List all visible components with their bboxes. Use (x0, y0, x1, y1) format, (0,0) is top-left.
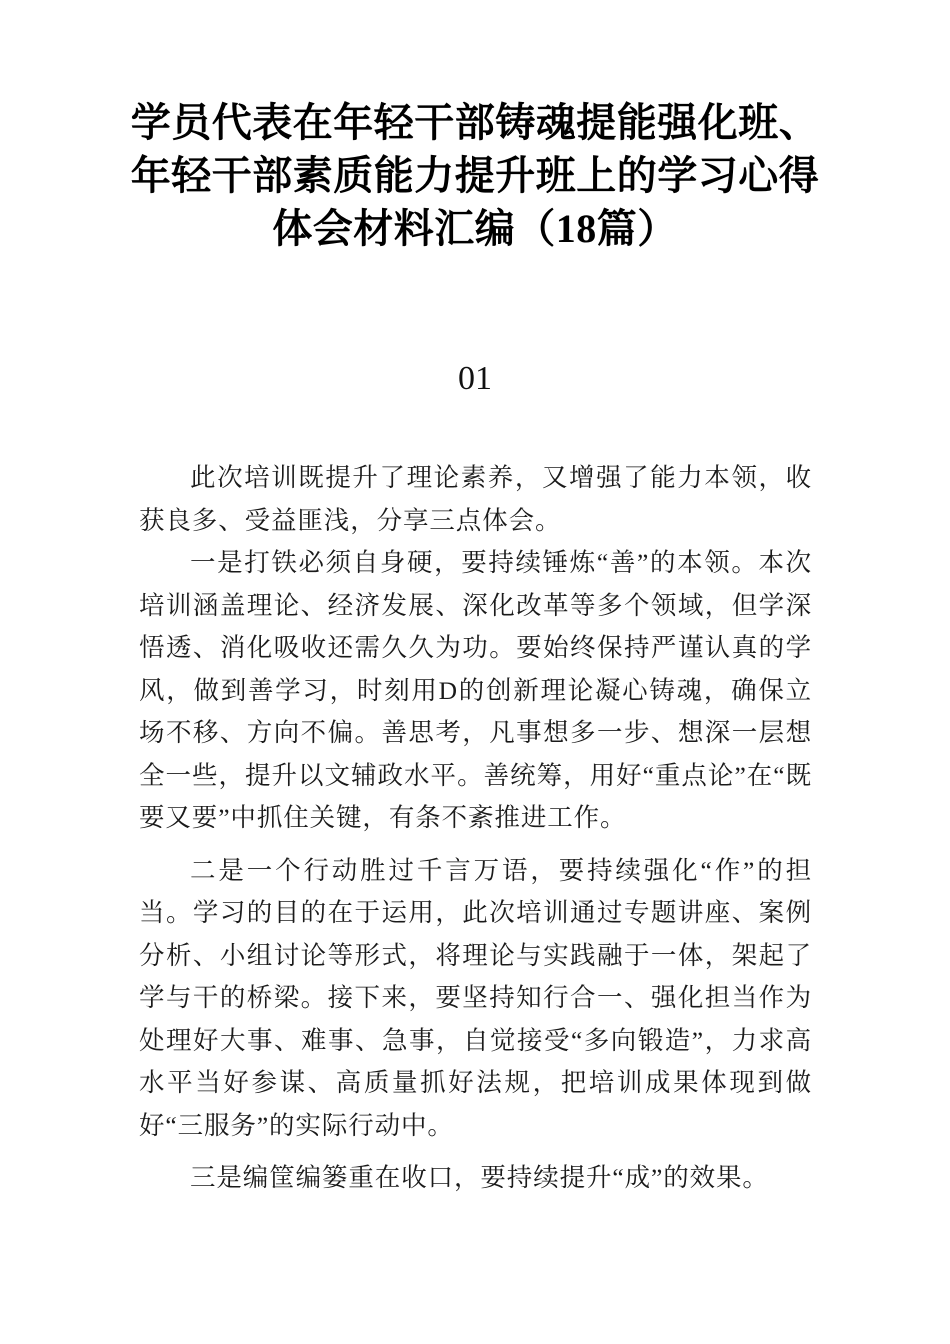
section-number-heading: 01 (458, 360, 492, 397)
body-paragraph: 一是打铁必须自身硬，要持续锤炼“善”的本领。本次培训涵盖理论、经济发展、深化改革等多个领域，但学深悟透、消化吸收还需久久为功。要始终保持严谨认真的学风，做到善学习，时刻用D的创新理论凝心铸魂，确保立场不移、方向不偏。善思考，凡事想多一步、想深一层想全一些，提升以文辅政水平。善统筹，用好“重点论”在“既要又要”中抓住关键，有条不紊推进工作。 (139, 548, 812, 832)
body-paragraph: 三是编筐编篓重在收口，要持续提升“成”的效果。 (190, 1163, 769, 1192)
page-title: 学员代表在年轻干部铸魂提能强化班、年轻干部素质能力提升班上的学习心得体会材料汇编（18篇） (130, 100, 820, 251)
body-paragraph: 此次培训既提升了理论素养，又增强了能力本领，收获良多、受益匪浅，分享三点体会。 (139, 463, 812, 535)
document-body (0, 399, 950, 1200)
body-paragraph: 二是一个行动胜过千言万语，要持续强化“作”的担当。学习的目的在于运用，此次培训通过专题讲座、案例分析、小组讨论等形式，将理论与实践融于一体，架起了学与干的桥梁。接下来，要坚持知行合一、强化担当作为处理好大事、难事、急事，自觉接受“多向锻造”，力求高水平当好参谋、高质量抓好法规，把培训成果体现到做好“三服务”的实际行动中。 (139, 855, 812, 1140)
